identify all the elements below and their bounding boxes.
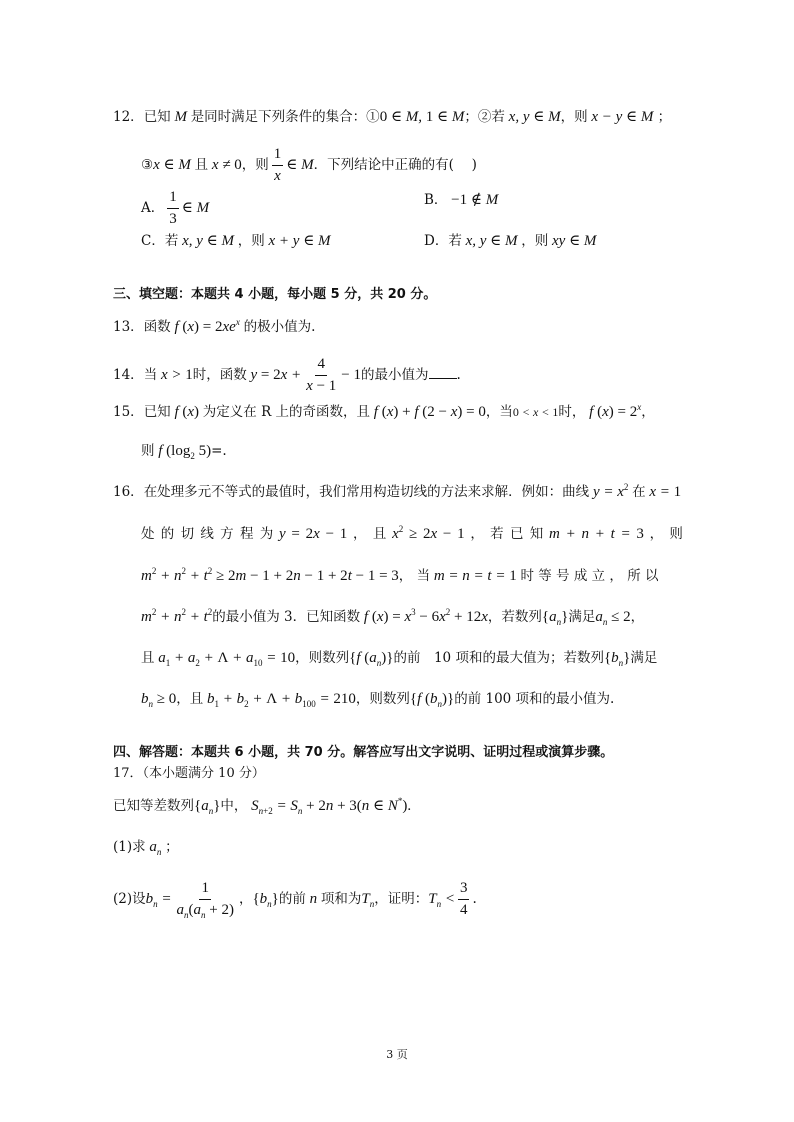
q12-line2: ③x ∈ M 且 x ≠ 0，则 $\frac{1}{x}$ ∈ M．下列结论中正确的有( ) (141, 146, 477, 184)
q17-part1: (1)求 $a_n$ ； (113, 839, 179, 857)
math-f-sum-zero: f (x) + f (2 − x) = 0 (370, 404, 486, 420)
math-seq-a: $\{a_n\}$ (541, 609, 569, 627)
math-f-2xe: f $(x) = 2xe^x$ (170, 317, 240, 335)
math-f-x: f (x) (170, 404, 200, 420)
math-sum-squares-ge: $m^2 + n^2 + t^2 \ge 2m - 1 + 2n - 1 + 2t - 1 = 3$ (141, 566, 399, 584)
q17-line1: 已知等差数列$\{a_n\}$中， $S_{n+2} = S_n + 2n + 3(n$ ∈ N*). (113, 796, 412, 816)
math-b-sum-210: $b_1 + b_2 + \Lambda + b_{100} = 210$ (203, 691, 356, 709)
math-mnt-3: m + n + t = 3 (543, 526, 644, 542)
q16-line2: 处 的 切 线 方 程 为 y = 2x − 1 ， 且 $x^2 \ge 2x - 1$ ， 若 已 知 m + n + t = 3 ， 则 (141, 524, 683, 542)
math-xy-product: xy ∈ M (548, 233, 597, 249)
math-S-relation: $S_{n+2} = S_n + 2n + 3(n$ ∈ N*). (247, 796, 412, 816)
math-xy-in-M: x, y ∈ M (461, 233, 522, 249)
math-xy-in-M: x, y ∈ M (504, 109, 561, 125)
q14: 14．当 x > 1时，函数 y = 2x + $\frac{4}{x - 1}$ − 1的最小值为 . (113, 356, 461, 394)
q16-line4: $m^2 + n^2 + t^2$的最小值为 3．已知函数 f $(x) = x^3 - 6x^2 + 12x$，若数列$\{a_n\}$满足$a_n \le 2$， (141, 607, 645, 627)
q16-line5: 且 $a_1 + a_2 + \Lambda + a_{10} = 10$，则数列{f $(a_n)$}的前 10 项和的最大值为；若数列$\{b_n\}$满足 (141, 650, 658, 668)
section3-heading: 三、填空题：本题共 4 小题，每小题 5 分，共 20 分。 (113, 287, 437, 302)
q12-option-d: D．若 x, y ∈ M ，则 xy ∈ M (424, 233, 597, 249)
math-seq-f-bn: {f $(b_n)$} (409, 691, 455, 709)
math-sum-squares: $m^2 + n^2 + t^2$ (141, 607, 213, 625)
math-x-neq-0: x ≠ 0 (208, 157, 242, 173)
math-0-in-M: 0 ∈ M, 1 ∈ M (379, 109, 465, 125)
q17-title: 17．（本小题满分 10 分） (113, 766, 265, 781)
q16-line3: $m^2 + n^2 + t^2 \ge 2m - 1 + 2n - 1 + 2t - 1 = 3$， 当 m = n = t = 1 时 等 号 成 立 ， 所 以 (141, 566, 659, 584)
math-bn-ge-0: $b_n \ge 0$ (141, 691, 177, 709)
math-bn-eq: $b_n$ = (145, 891, 172, 909)
math-f-2x: f $(x) = 2^x$ (585, 402, 642, 420)
math-0-lt-x-lt-1: 0 < x < 1 (512, 405, 559, 419)
math-x-plus-y: x + y ∈ M (264, 233, 331, 249)
q15-line1: 15．已知 f (x) 为定义在 R 上的奇函数，且 f (x) + f (2 − x) = 0，当0 < x < 1时， f $(x) = 2^x$， (113, 402, 655, 420)
page-number: 3 页 (386, 1048, 408, 1061)
math-y-eq: y = 2x + (246, 367, 302, 383)
math-seq-f-an: {f $(a_n)$} (349, 650, 394, 668)
q12-option-a: A． $\frac{1}{3}$ ∈ M (141, 189, 210, 227)
q12-option-c: C．若 x, y ∈ M ，则 x + y ∈ M (141, 233, 331, 249)
q15-line2: 则 f ($\log_2$ 5)=. (141, 443, 227, 461)
math-minus-1: − 1 (341, 367, 361, 383)
math-M: M (170, 109, 191, 125)
fraction-bn-def: $\frac{1}{a_n(a_n + 2)}$ (176, 880, 234, 920)
fraction-3-over-4: $\frac{3}{4}$ (459, 880, 468, 918)
math-Tn: $T_n$ (361, 891, 375, 909)
fraction-1-over-x: $\frac{1}{x}$ (273, 146, 282, 184)
math-a-sum-10: $a_1 + a_2 + \Lambda + a_{10} = 10$ (154, 650, 296, 668)
q12-line1: 12．已知 M 是同时满足下列条件的集合：①0 ∈ M, 1 ∈ M；②若 x, y ∈ M，则 x − y ∈ M ； (113, 109, 672, 125)
math-in-M: ∈ M (286, 157, 314, 173)
math-in-M: ∈ M (181, 200, 210, 216)
fraction-1-over-3: $\frac{1}{3}$ (169, 189, 177, 227)
math-an-le-2: $a_n \le 2$ (595, 609, 631, 627)
section4-heading: 四、解答题：本题共 6 小题，共 70 分。解答应写出文字说明、证明过程或演算步骤。 (113, 745, 614, 760)
math-neg1-notin-M: −1 ∉ M (451, 192, 499, 208)
math-m-n-t-1: m = n = t = 1 (430, 568, 517, 584)
math-x-eq-1: x = 1 (645, 484, 682, 500)
math-x-gt-1: x > 1 (157, 367, 193, 383)
q16-line6: $b_n \ge 0$，且 $b_1 + b_2 + \Lambda + b_{100} = 210$，则数列{f $(b_n)$}的前 100 项和的最小值为. (141, 691, 615, 709)
math-xy-in-M: x, y ∈ M (178, 233, 238, 249)
math-seq-a: $\{a_n\}$ (194, 798, 221, 816)
math-y-2x-1: y = 2x − 1 (273, 526, 348, 542)
math-x-minus-y: x − y ∈ M (587, 109, 654, 125)
math-seq-b: $\{b_n\}$ (603, 650, 631, 668)
math-f-log2-5: f ($\log_2$ 5) (154, 443, 212, 461)
q13: 13．函数 f $(x) = 2xe^x$ 的极小值为. (113, 317, 316, 335)
q16-line1: 16．在处理多元不等式的最值时，我们常用构造切线的方法来求解．例如：曲线 $y = x^2$ 在 x = 1 (113, 482, 682, 500)
q12-option-b: B． −1 ∉ M (424, 192, 499, 208)
fraction-4-over-x-1: $\frac{4}{x - 1}$ (306, 356, 337, 394)
math-seq-b: $\{b_n\}$ (252, 891, 279, 909)
math-y-x2: $y = x^2$ (589, 482, 629, 500)
math-f-cubic: f $(x) = x^3 - 6x^2 + 12x$ (360, 607, 488, 625)
math-an: $a_n$ (145, 839, 162, 857)
math-x2-ge: $x^2 \ge 2x - 1$ (386, 524, 465, 542)
math-Tn-lt: $T_n$ < (428, 891, 455, 909)
q17-part2: (2)设$b_n$ = $\frac{1}{a_n(a_n + 2)}$ ，$\{b_n\}$的前 n 项和为$T_n$，证明：$T_n$ < $\frac{3}{4}$ . (113, 880, 477, 920)
math-n: n (305, 891, 321, 907)
answer-blank (429, 366, 457, 379)
math-x-in-M: x ∈ M (153, 157, 195, 173)
